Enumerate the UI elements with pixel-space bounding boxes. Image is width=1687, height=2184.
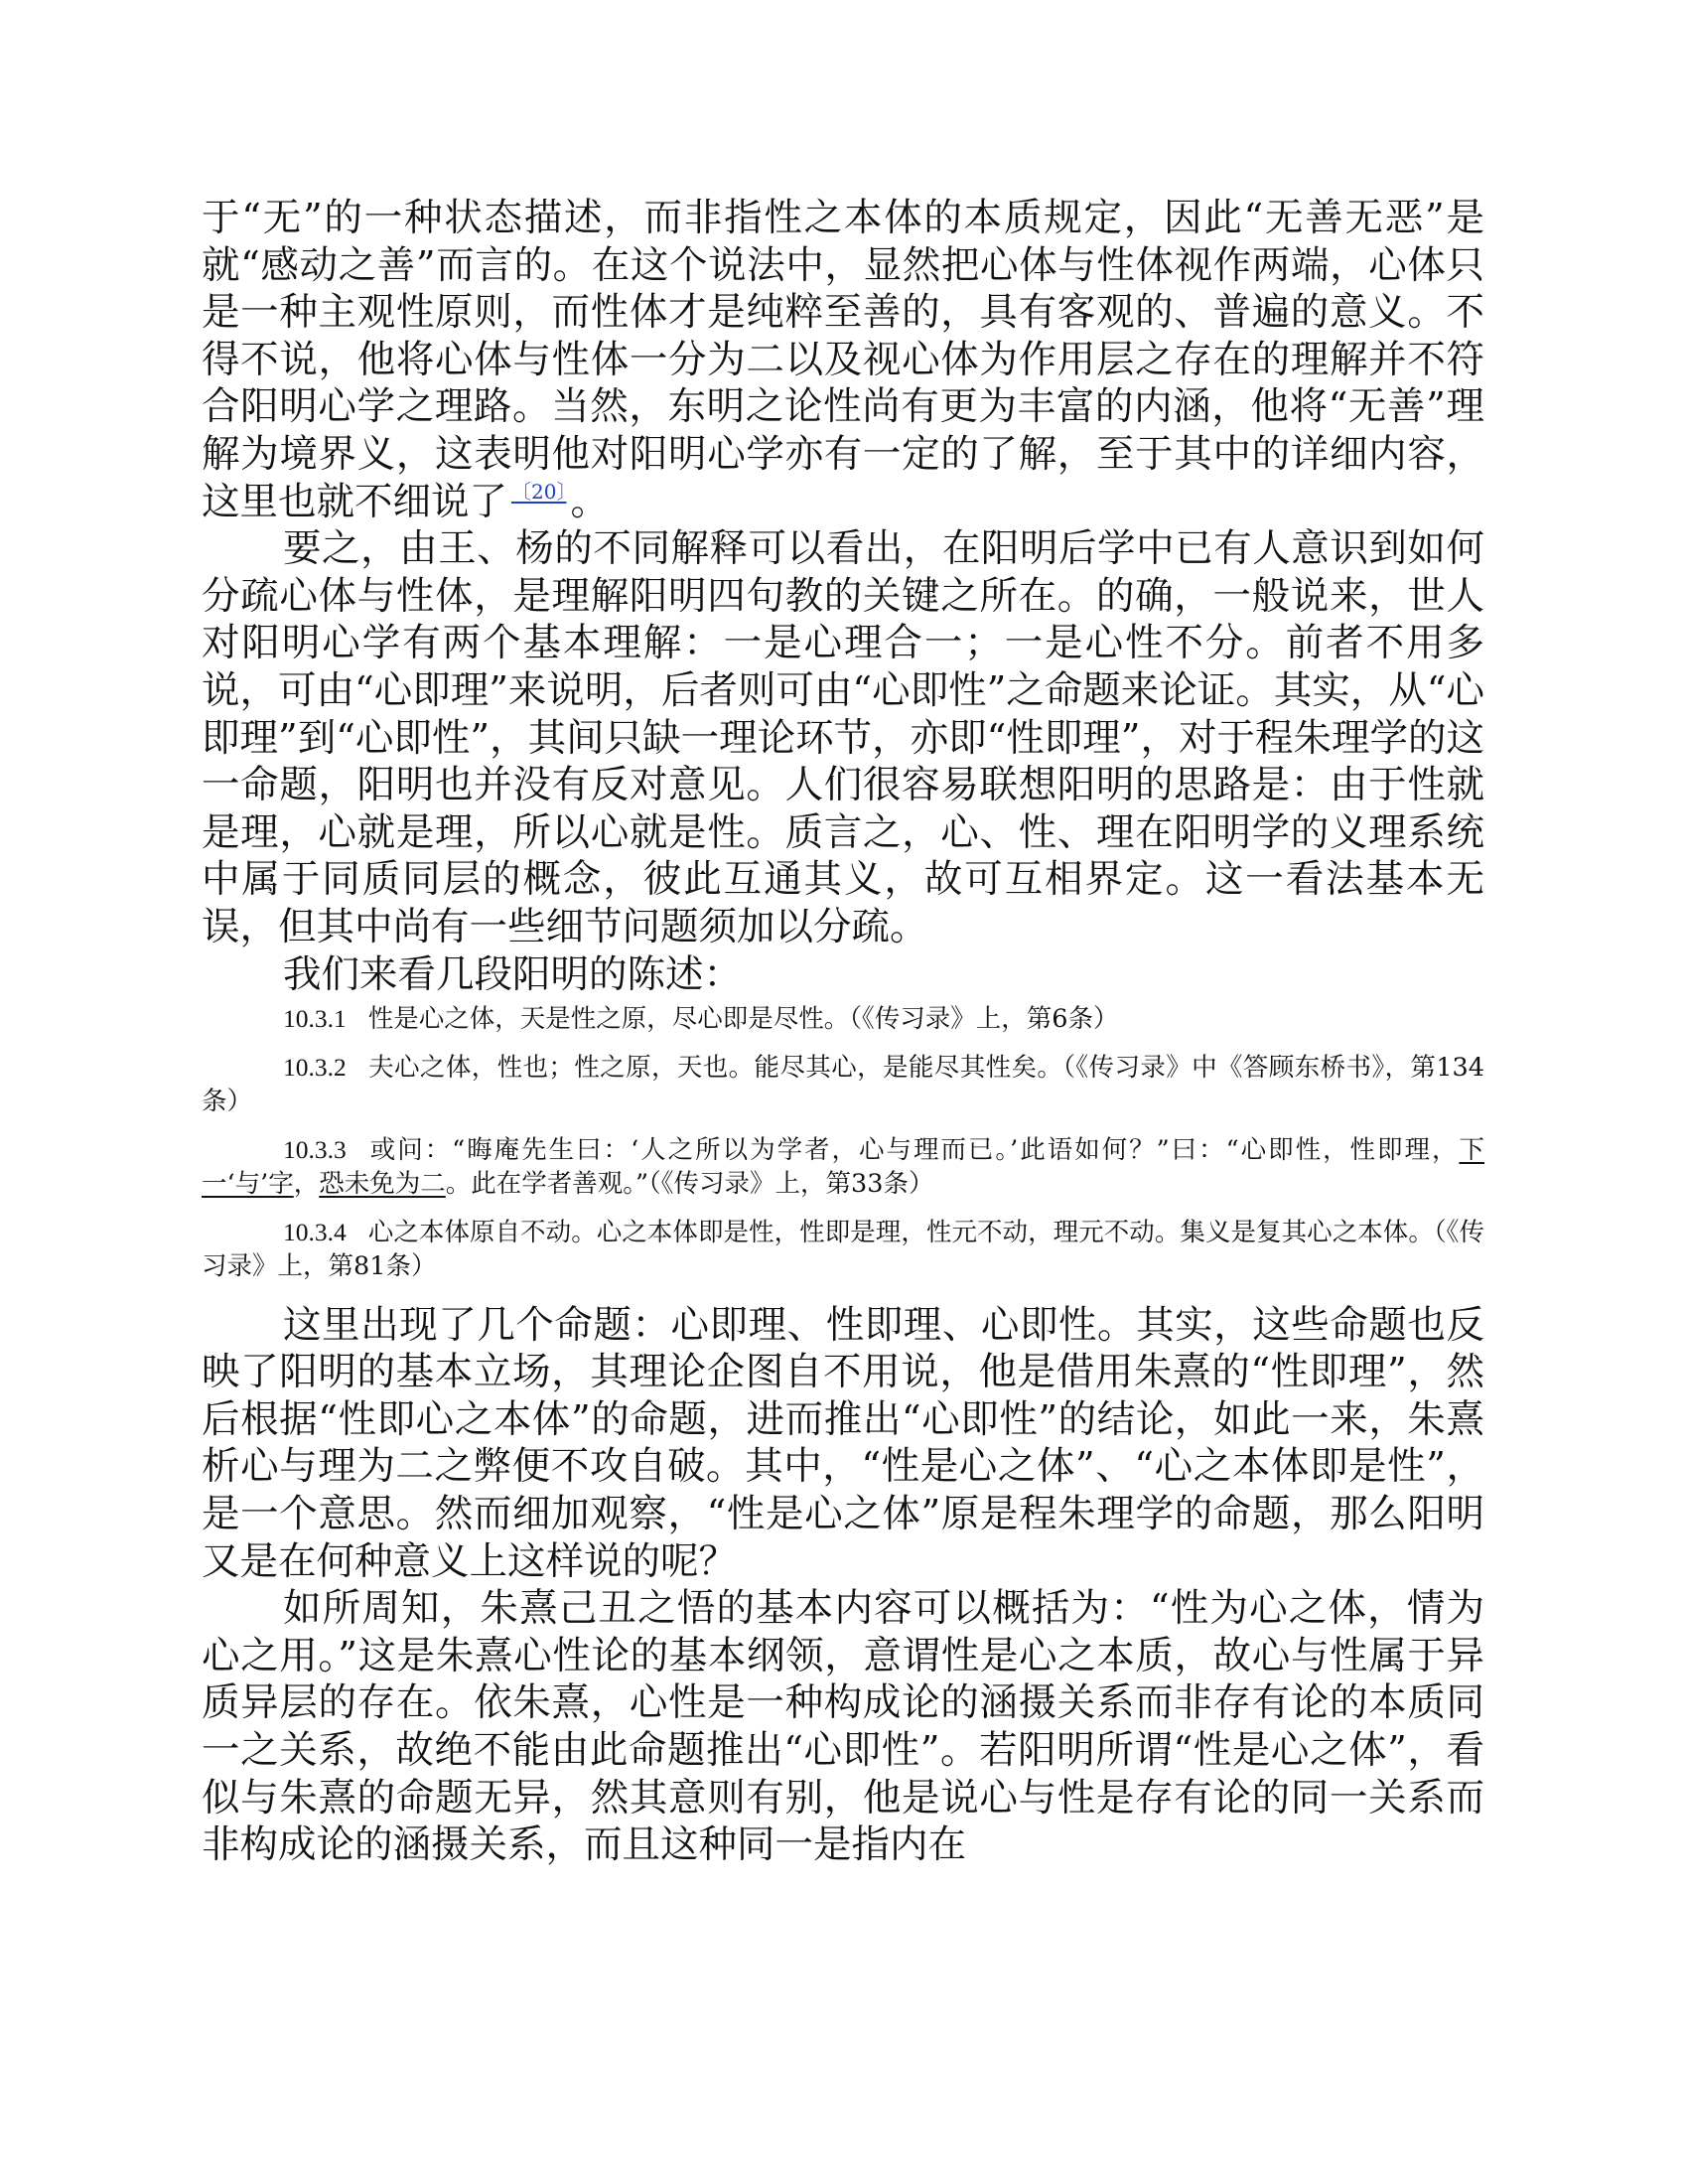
- quotation-text: 心之本体原自不动。心之本体即是性，性即是理，性元不动，理元不动。集义是复其心之本体。（《传习录》上，第81条）: [202, 1217, 1484, 1282]
- underlined-phrase-yu: 下一‘与’字: [202, 1134, 1484, 1200]
- document-page: [202, 195, 1484, 1869]
- body-paragraph-2: 要之，由王、杨的不同解释可以看出，在阳明后学中已有人意识到如何分疏心体与性体，是理解阳明四句教的关键之所在。的确，一般说来，世人对阳明心学有两个基本理解：一是心理合一；一是心性不分。前者不用多说，可由“心即理”来说明，后者则可由“心即性”之命题来论证。其实，从“心即理”到“心即性”，其间只缺一理论环节，亦即“性即理”，对于程朱理学的这一命题，阳明也并没有反对意见。人们很容易联想阳明的思路是：由于性就是理，心就是理，所以心就是性。质言之，心、性、理在阳明学的义理系统中属于同质同层的概念，彼此互通其义，故可互相界定。这一看法基本无误，但其中尚有一些细节问题须加以分疏。: [202, 526, 1484, 949]
- body-paragraph-5: 如所周知，朱熹己丑之悟的基本内容可以概括为：“性为心之体，情为心之用。”这是朱熹心性论的基本纲领，意谓性是心之本质，故心与性属于异质异层的存在。依朱熹，心性是一种构成论的涵摄关系而非存有论的本质同一之关系，故绝不能由此命题推出“心即性”。若阳明所谓“性是心之体”，看似与朱熹的命题无异，然其意则有别，他是说心与性是存有论的同一关系而非构成论的涵摄关系，而且这种同一是指内在: [202, 1586, 1484, 1868]
- quotation-10-3-1: [202, 1002, 1484, 1037]
- body-paragraph-4: 这里出现了几个命题：心即理、性即理、心即性。其实，这些命题也反映了阳明的基本立场，其理论企图自不用说，他是借用朱熹的“性即理”，然后根据“性即心之本体”的命题，进而推出“心即性”的结论，如此一来，朱熹析心与理为二之弊便不攻自破。其中，“性是心之体”、“心之本体即是性”，是一个意思。然而细加观察，“性是心之体”原是程朱理学的命题，那么阳明又是在何种意义上这样说的呢？: [202, 1302, 1484, 1584]
- quotation-text: 夫心之体，性也；性之原，天也。能尽其心，是能尽其性矣。（《传习录》中《答顾东桥书》，第134条）: [202, 1052, 1484, 1117]
- quotation-number: 10.3.4: [283, 1217, 347, 1246]
- quotation-10-3-4: [202, 1216, 1484, 1284]
- body-paragraph-3: 我们来看几段阳明的陈述：: [283, 951, 743, 997]
- quotation-number: 10.3.2: [283, 1052, 347, 1082]
- quotation-text-part-e: 。此在学者善观。”（《传习录》上，第33条）: [445, 1169, 934, 1200]
- quotation-text: 性是心之体，天是性之原，尽心即是尽性。（《传习录》上，第6条）: [367, 1004, 1119, 1035]
- paragraph-1-end: 。: [570, 479, 609, 524]
- footnote-link-20[interactable]: 〔20〕: [511, 479, 567, 504]
- quotation-text-part-a: 或问：“晦庵先生曰：‘人之所以为学者，心与理而已。’此语如何？”曰：“心即性，性即理，: [367, 1134, 1460, 1165]
- body-paragraph-1: [202, 195, 1484, 525]
- quotation-10-3-2: [202, 1051, 1484, 1119]
- paragraph-1-text: 于“无”的一种状态描述，而非指性之本体的本质规定，因此“无善无恶”是就“感动之善”而言的。在这个说法中，显然把心体与性体视作两端，心体只是一种主观性原则，而性体才是纯粹至善的，具有客观的、普遍的意义。不得不说，他将心体与性体一分为二以及视心体为作用层之存在的理解并不符合阳明心学之理路。当然，东明之论性尚有更为丰富的内涵，他将“无善”理解为境界义，这表明他对阳明心学亦有一定的了解，至于其中的详细内容，这里也就不细说了: [202, 196, 1484, 524]
- quotation-10-3-3: [202, 1133, 1484, 1202]
- quotation-number: 10.3.1: [283, 1004, 347, 1034]
- underlined-phrase-wei-er: 恐未免为二: [319, 1169, 446, 1200]
- quotation-text-part-c: ，: [293, 1169, 320, 1200]
- quotation-number: 10.3.3: [283, 1134, 347, 1164]
